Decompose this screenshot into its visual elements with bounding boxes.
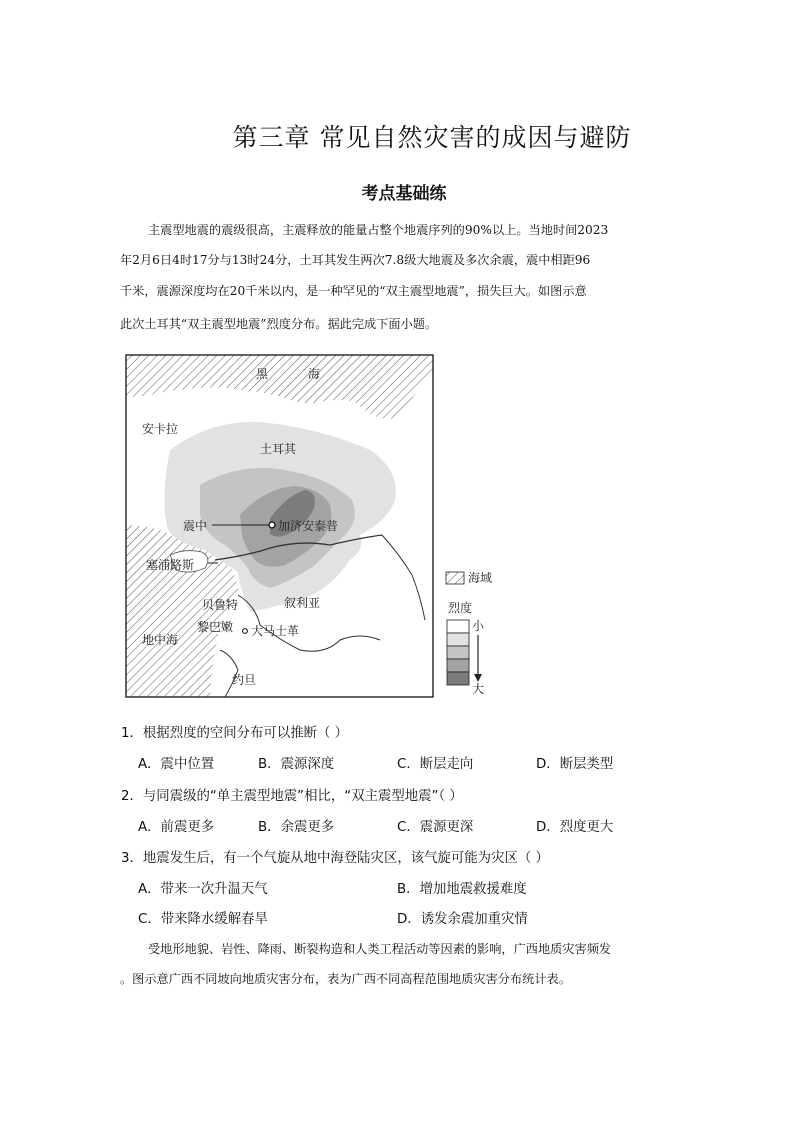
intro-line: 主震型地震的震级很高，主震释放的能量占整个地震序列的90%以上。当地时间2023 [148, 223, 609, 237]
legend-swatch-level2 [447, 633, 469, 646]
section-subtitle: 考点基础练 [361, 184, 447, 204]
outro-line: 受地形地貌、岩性、降雨、断裂构造和人类工程活动等因素的影响，广西地质灾害频发 [148, 942, 612, 956]
legend-small-label: 小 [472, 619, 485, 633]
label-ankara: 安卡拉 [142, 422, 179, 436]
label-lebanon: 黎巴嫩 [197, 620, 234, 634]
option-3c[interactable]: C．带来降水缓解春旱 [138, 912, 268, 927]
option-3a[interactable]: A．带来一次升温天气 [138, 882, 268, 897]
page-title: 第三章 常见自然灾害的成因与避防 [232, 123, 632, 152]
label-black-sea-1: 黑 [256, 367, 269, 381]
option-3d[interactable]: D．诱发余震加重灾情 [397, 912, 528, 927]
option-1b[interactable]: B．震源深度 [258, 757, 335, 772]
question-stem: 1．根据烈度的空间分布可以推断（ ） [121, 726, 349, 741]
intro-line: 年2月6日4时17分与13时24分，土耳其发生两次7.8级大地震及多次余震，震中相距96 [120, 253, 591, 267]
option-2a[interactable]: A．前震更多 [138, 820, 215, 835]
option-1d[interactable]: D．断层类型 [536, 757, 614, 772]
legend-sea-swatch [446, 572, 464, 584]
legend-intensity-label: 烈度 [448, 601, 473, 615]
outro-line: 。图示意广西不同坡向地质灾害分布，表为广西不同高程范围地质灾害分布统计表。 [120, 972, 571, 986]
label-epicenter: 震中 [183, 519, 208, 533]
option-2b[interactable]: B．余震更多 [258, 820, 335, 835]
legend-swatch-level4 [447, 659, 469, 672]
label-black-sea-2: 海 [308, 367, 321, 381]
label-jordan: 约旦 [232, 673, 257, 687]
damascus-dot [243, 629, 248, 634]
legend-intensity-swatches [447, 620, 469, 685]
intro-line: 千米，震源深度均在20千米以内，是一种罕见的“双主震型地震”，损失巨大。如图示意 [120, 284, 587, 298]
intro-line: 此次土耳其“双主震型地震”烈度分布。据此完成下面小题。 [120, 317, 438, 331]
label-cyprus: 塞浦路斯 [146, 558, 195, 572]
map-legend [446, 570, 492, 696]
label-gaziantep: 加济安泰普 [278, 519, 339, 533]
option-2d[interactable]: D．烈度更大 [536, 820, 614, 835]
legend-swatch-level5 [447, 672, 469, 685]
label-damascus: 大马士革 [251, 624, 300, 638]
legend-large-label: 大 [472, 682, 485, 696]
option-1c[interactable]: C．断层走向 [397, 757, 474, 772]
option-2c[interactable]: C．震源更深 [397, 820, 474, 835]
question-stem: 3．地震发生后，有一个气旋从地中海登陆灾区，该气旋可能为灾区（ ） [121, 851, 549, 866]
legend-arrow-head [474, 674, 482, 682]
label-syria: 叙利亚 [284, 596, 321, 610]
earthquake-intensity-map [120, 350, 500, 702]
option-3b[interactable]: B．增加地震救援难度 [397, 882, 527, 897]
legend-sea-label: 海域 [468, 571, 493, 585]
question-stem: 2．与同震级的“单主震型地震”相比，“双主震型地震”（ ） [121, 789, 463, 804]
label-turkey: 土耳其 [260, 442, 297, 456]
label-beirut: 贝鲁特 [202, 598, 239, 612]
label-mediterranean: 地中海 [142, 633, 179, 647]
option-1a[interactable]: A．震中位置 [138, 757, 215, 772]
legend-swatch-level3 [447, 646, 469, 659]
legend-swatch-level1 [447, 620, 469, 633]
gaziantep-dot [269, 522, 275, 528]
